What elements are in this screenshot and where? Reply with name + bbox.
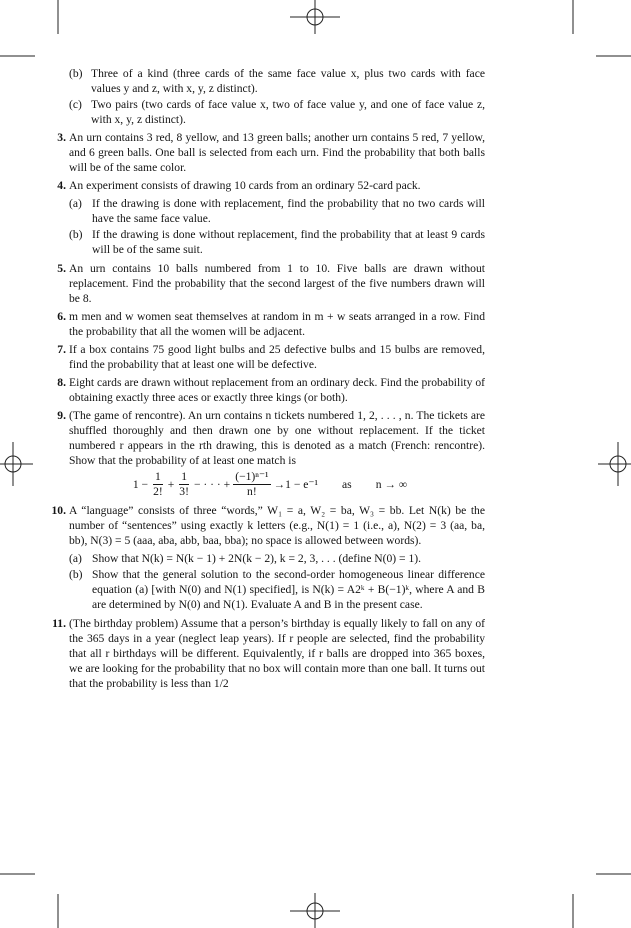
problem-9 <box>55 408 485 468</box>
problem-text: If a box contains 75 good light bulbs and 25 defective bulbs and 15 bulbs are removed, find the probability that at least one will be defective. <box>69 343 485 371</box>
fraction <box>151 470 165 499</box>
problem-7 <box>55 342 485 372</box>
problem-number: 9. <box>57 409 66 422</box>
fraction-numerator: 1 <box>155 470 161 483</box>
subpart-text: Show that the general solution to the second-order homogeneous linear difference equation (a) [with N(0) and N(1) specified], is N(k) = A2ᵏ + B(−1)ᵏ, where A and B are determined by N(0) and N(1). Evaluate A and B in the present case. <box>92 568 485 611</box>
problem-8 <box>55 375 485 405</box>
problem-number: 7. <box>57 343 66 356</box>
registration-target-left <box>0 442 33 486</box>
problem-text: A “language” consists of three “words,” W₁ = a, W₂ = ba, W₃ = bb. Let N(k) be the number of “sentences” using exactly k letters (e.g., N(1) = 1 (i.e., a), N(2) = 3 (aa, ba, bb), N(3) = 5 (aaa, aba, abb, baa, bba); no space is allowed between words). <box>69 504 485 547</box>
registration-target-bottom <box>290 893 340 928</box>
problem-4 <box>55 178 485 193</box>
subpart-label: (b) <box>69 568 83 581</box>
equation-as: as <box>342 478 352 491</box>
equation-plus: + <box>167 478 175 491</box>
subpart-text: Three of a kind (three cards of the same face value x, plus two cards with face values y and z, with x, y, z distinct). <box>91 67 485 95</box>
problem-text: Eight cards are drawn without replacement from an ordinary deck. Find the probability of obtaining exactly three aces or exactly three kings (or both). <box>69 376 485 404</box>
problem-number: 3. <box>57 131 66 144</box>
subpart-label: (a) <box>69 197 82 210</box>
equation-lead: 1 − <box>132 478 149 491</box>
subpart-label: (b) <box>69 228 83 241</box>
subpart-text: Show that N(k) = N(k − 1) + 2N(k − 2), k = 2, 3, . . . (define N(0) = 1). <box>92 552 422 565</box>
subpart-b <box>55 227 485 257</box>
problem-5 <box>55 261 485 306</box>
subpart-b <box>55 66 485 96</box>
registration-target-right <box>598 442 631 486</box>
problem-number: 11. <box>52 617 66 630</box>
problem-text: An urn contains 10 balls numbered from 1 to 10. Five balls are drawn without replacement. Find the probability that the second largest of the five numbers drawn will be 8. <box>69 262 485 305</box>
problem-text: An urn contains 3 red, 8 yellow, and 13 green balls; another urn contains 5 red, 7 yellow, and 6 green balls. One ball is selected from each urn. Find the probability that both balls will be of the same color. <box>69 131 485 174</box>
subpart-label: (a) <box>69 552 82 565</box>
fraction <box>233 470 270 499</box>
equation-condition: n → ∞ <box>375 478 408 491</box>
subpart-c <box>55 97 485 127</box>
problem-text: (The game of rencontre). An urn contains n tickets numbered 1, 2, . . . , n. The tickets are shuffled thoroughly and then drawn one by one without replacement. If the ticket numbered r appears in the rth drawing, this is denoted as a match (French: rencontre). Show that the probability of at least one match is <box>69 409 485 467</box>
subpart-text: Two pairs (two cards of face value x, two of face value y, and one of face value z, with x, y, z distinct). <box>91 98 485 126</box>
problem-number: 6. <box>57 310 66 323</box>
problem-number: 10. <box>51 504 66 517</box>
problem-text: An experiment consists of drawing 10 cards from an ordinary 52-card pack. <box>69 179 421 192</box>
subpart-label: (b) <box>69 67 83 80</box>
subpart-label: (c) <box>69 98 82 111</box>
fraction-numerator: (−1)ⁿ⁻¹ <box>235 470 269 483</box>
equation-limit: →1 − e⁻¹ <box>273 478 319 491</box>
problem-11 <box>52 616 485 691</box>
problem-text: m men and w women seat themselves at random in m + w seats arranged in a row. Find the probability that all the women will be adjacent. <box>69 310 485 338</box>
equation-dots: − · · · + <box>193 478 231 491</box>
fraction <box>177 470 191 499</box>
fraction-denominator: 3! <box>179 485 189 498</box>
fraction-denominator: 2! <box>153 485 163 498</box>
subpart-text: If the drawing is done with replacement, find the probability that no two cards will have the same face value. <box>92 197 485 225</box>
problem-number: 4. <box>57 179 66 192</box>
problem-number: 5. <box>57 262 66 275</box>
rencontre-equation <box>55 470 485 499</box>
problem-number: 8. <box>57 376 66 389</box>
subpart-b <box>55 567 485 612</box>
problem-list <box>51 66 485 694</box>
problem-continued <box>55 66 485 127</box>
registration-target-top <box>290 0 340 34</box>
problem-6 <box>55 309 485 339</box>
subpart-a <box>55 551 485 566</box>
problem-3 <box>55 130 485 175</box>
problem-text: (The birthday problem) Assume that a person’s birthday is equally likely to fall on any of the 365 days in a year (neglect leap years). If r people are selected, find the probability that all r birthdays will be different. Equivalently, if r balls are dropped into 365 boxes, we are looking for the probability that no box will contain more than one ball. It turns out that the probability is less than 1/2 <box>69 617 485 690</box>
subpart-a <box>55 196 485 226</box>
subpart-text: If the drawing is done without replacement, find the probability that at least 9 cards will be of the same suit. <box>92 228 485 256</box>
fraction-numerator: 1 <box>181 470 188 483</box>
fraction-denominator: n! <box>247 485 257 498</box>
problem-10 <box>51 503 485 548</box>
